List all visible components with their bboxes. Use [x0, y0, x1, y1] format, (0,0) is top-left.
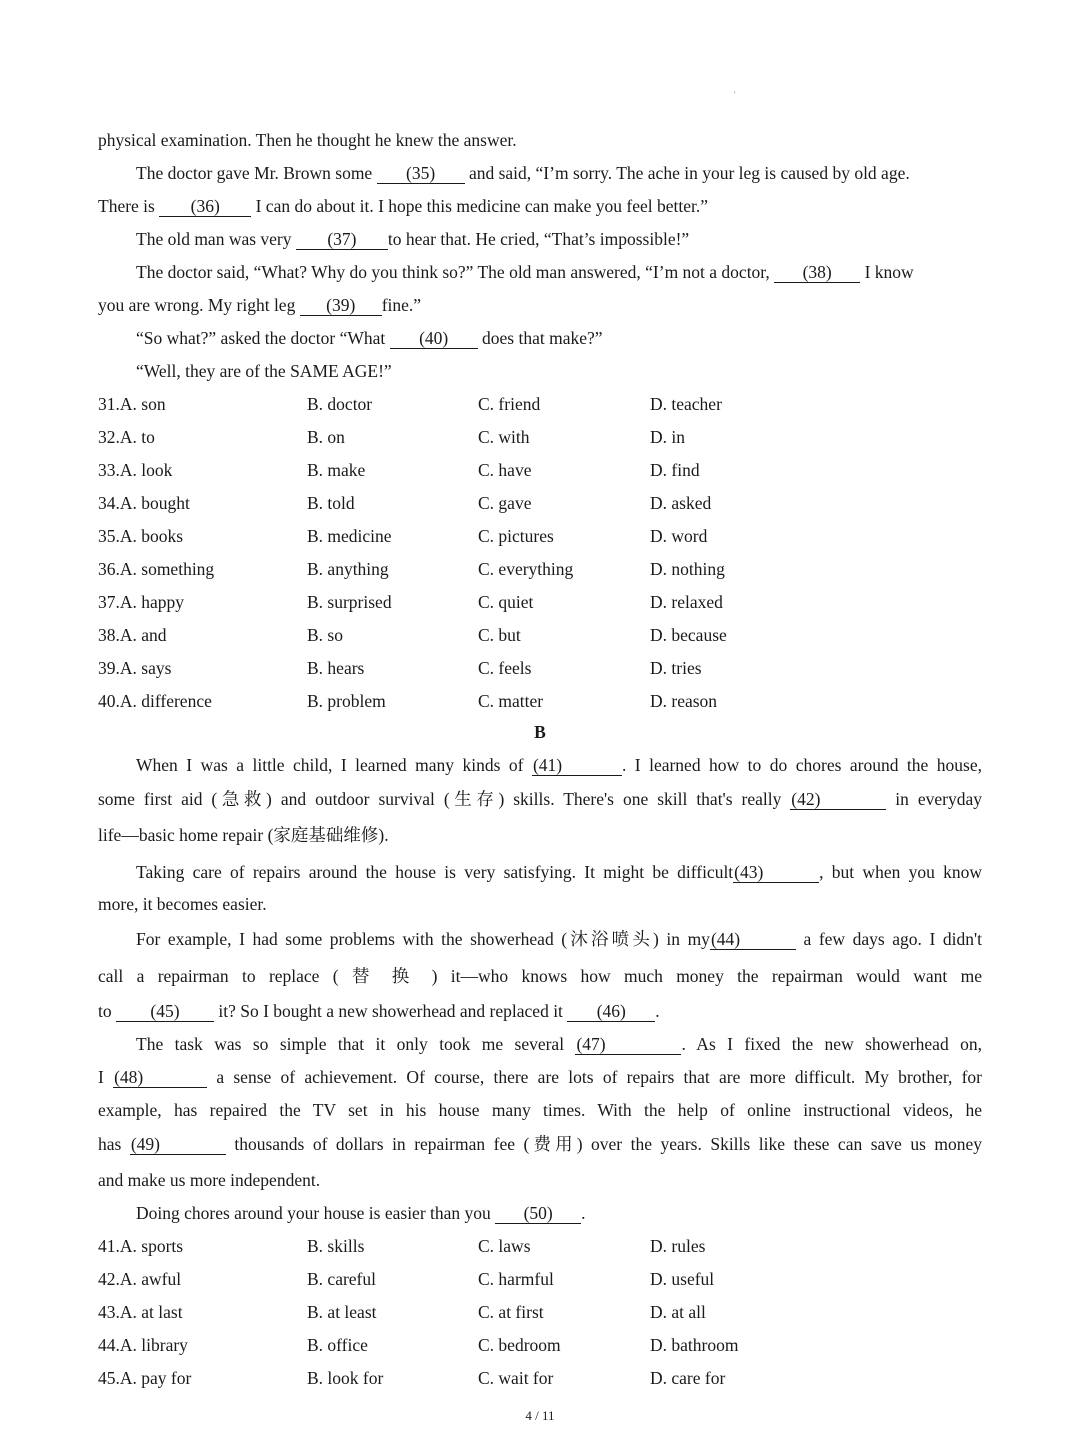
- page-number: 4 / 11: [525, 1408, 555, 1423]
- option-33-b: B. make: [307, 460, 366, 480]
- passage-b-line-10: I (48) a sense of achievement. Of course, there are lots of repairs that are more difficult. My brother, for: [98, 1067, 982, 1087]
- option-32-b: B. on: [307, 427, 345, 447]
- option-43-c: C. at first: [478, 1302, 544, 1322]
- option-35-c: C. pictures: [478, 526, 554, 546]
- option-44-b: B. office: [307, 1335, 368, 1355]
- blank-47: (47): [575, 1034, 681, 1055]
- blank-38: (38): [774, 262, 860, 283]
- option-34-b: B. told: [307, 493, 355, 513]
- passage-b-line-12: has (49) thousands of dollars in repairman fee (费用) over the years. Skills like these can save us money: [98, 1134, 983, 1154]
- option-42-a: 42.A. awful: [98, 1269, 182, 1289]
- passage-b-line-1: When I was a little child, I learned many kinds of (41) . I learned how to do chores around the house,: [136, 755, 982, 775]
- passage-b-line-2: some first aid (急救) and outdoor survival (生存) skills. There's one skill that's really (42) in everyday: [98, 789, 982, 809]
- passage-b-line-8: to (45) it? So I bought a new showerhead and replaced it (46) .: [98, 1001, 660, 1021]
- passage-a-line-4: The old man was very (37) to hear that. He cried, “That’s impossible!”: [136, 229, 690, 249]
- option-41-a: 41.A. sports: [98, 1236, 184, 1256]
- option-44-c: C. bedroom: [478, 1335, 561, 1355]
- option-39-b: B. hears: [307, 658, 365, 678]
- option-37-a: 37.A. happy: [98, 592, 185, 612]
- option-36-b: B. anything: [307, 559, 389, 579]
- option-34-d: D. asked: [650, 493, 712, 513]
- option-42-b: B. careful: [307, 1269, 376, 1289]
- passage-b-line-13: and make us more independent.: [98, 1170, 321, 1190]
- option-31-d: D. teacher: [650, 394, 722, 414]
- blank-37: (37): [296, 229, 388, 250]
- option-34-a: 34.A. bought: [98, 493, 190, 513]
- option-35-d: D. word: [650, 526, 708, 546]
- option-37-c: C. quiet: [478, 592, 534, 612]
- option-41-c: C. laws: [478, 1236, 531, 1256]
- option-31-b: B. doctor: [307, 394, 373, 414]
- blank-46: (46): [567, 1001, 655, 1022]
- option-39-c: C. feels: [478, 658, 532, 678]
- option-43-b: B. at least: [307, 1302, 377, 1322]
- passage-b-line-11: example, has repaired the TV set in his house many times. With the help of online instructional videos, he: [98, 1100, 982, 1120]
- option-31-a: 31.A. son: [98, 394, 166, 414]
- passage-a-line-2: The doctor gave Mr. Brown some (35) and said, “I’m sorry. The ache in your leg is caused by old age.: [136, 163, 910, 183]
- passage-a-line-5: The doctor said, “What? Why do you think so?” The old man answered, “I’m not a doctor, (38) I know: [136, 262, 914, 282]
- passage-a-line-3: There is (36) I can do about it. I hope this medicine can make you feel better.”: [98, 196, 709, 216]
- blank-44: (44): [710, 929, 796, 950]
- passage-a-line-6: you are wrong. My right leg (39) fine.”: [98, 295, 422, 315]
- option-33-d: D. find: [650, 460, 700, 480]
- option-36-c: C. everything: [478, 559, 574, 579]
- blank-42: (42): [790, 789, 886, 810]
- option-36-a: 36.A. something: [98, 559, 215, 579]
- passage-b-line-3: life—basic home repair (家庭基础维修).: [98, 825, 389, 845]
- passage-b-line-14: Doing chores around your house is easier than you (50) .: [136, 1203, 586, 1223]
- option-35-a: 35.A. books: [98, 526, 184, 546]
- section-b-title: B: [534, 722, 546, 742]
- option-43-a: 43.A. at last: [98, 1302, 183, 1322]
- passage-a-line-8: “Well, they are of the SAME AGE!”: [136, 361, 392, 381]
- option-40-a: 40.A. difference: [98, 691, 212, 711]
- option-36-d: D. nothing: [650, 559, 725, 579]
- passage-b-line-6: For example, I had some problems with the showerhead (沐浴喷头) in my(44) a few days ago. I didn't: [136, 929, 982, 949]
- option-40-b: B. problem: [307, 691, 386, 711]
- blank-39: (39): [300, 295, 382, 316]
- option-45-d: D. care for: [650, 1368, 726, 1388]
- blank-41: (41): [532, 755, 622, 776]
- option-44-a: 44.A. library: [98, 1335, 188, 1355]
- option-34-c: C. gave: [478, 493, 532, 513]
- option-44-d: D. bathroom: [650, 1335, 739, 1355]
- option-45-a: 45.A. pay for: [98, 1368, 192, 1388]
- blank-48: (48): [113, 1067, 207, 1088]
- option-45-b: B. look for: [307, 1368, 384, 1388]
- blank-49: (49): [130, 1134, 226, 1155]
- option-31-c: C. friend: [478, 394, 541, 414]
- option-38-b: B. so: [307, 625, 343, 645]
- option-41-b: B. skills: [307, 1236, 365, 1256]
- option-32-d: D. in: [650, 427, 685, 447]
- option-32-c: C. with: [478, 427, 530, 447]
- top-mark: ': [734, 90, 736, 100]
- option-37-d: D. relaxed: [650, 592, 723, 612]
- option-33-a: 33.A. look: [98, 460, 173, 480]
- option-38-c: C. but: [478, 625, 521, 645]
- blank-45: (45): [116, 1001, 214, 1022]
- passage-a-line-1: physical examination. Then he thought he knew the answer.: [98, 130, 517, 150]
- blank-43: (43): [733, 862, 819, 883]
- passage-b-line-9: The task was so simple that it only took me several (47) . As I fixed the new showerhead on,: [136, 1034, 982, 1054]
- option-32-a: 32.A. to: [98, 427, 155, 447]
- blank-40: (40): [390, 328, 478, 349]
- option-40-d: D. reason: [650, 691, 718, 711]
- blank-50: (50): [495, 1203, 581, 1224]
- passage-b-line-7: call a repairman to replace ( 替 换 ) it—who knows how much money the repairman would want me: [98, 966, 982, 986]
- option-45-c: C. wait for: [478, 1368, 554, 1388]
- option-39-a: 39.A. says: [98, 658, 172, 678]
- blank-35: (35): [377, 163, 465, 184]
- option-33-c: C. have: [478, 460, 532, 480]
- option-43-d: D. at all: [650, 1302, 706, 1322]
- passage-b-line-4: Taking care of repairs around the house is very satisfying. It might be difficult(43) , but when you know: [136, 862, 982, 882]
- option-41-d: D. rules: [650, 1236, 706, 1256]
- option-42-d: D. useful: [650, 1269, 715, 1289]
- passage-a-line-7: “So what?” asked the doctor “What (40) does that make?”: [136, 328, 603, 348]
- option-40-c: C. matter: [478, 691, 544, 711]
- option-38-d: D. because: [650, 625, 727, 645]
- option-35-b: B. medicine: [307, 526, 392, 546]
- passage-b-line-5: more, it becomes easier.: [98, 894, 267, 914]
- blank-36: (36): [159, 196, 251, 217]
- option-39-d: D. tries: [650, 658, 702, 678]
- option-42-c: C. harmful: [478, 1269, 554, 1289]
- option-38-a: 38.A. and: [98, 625, 167, 645]
- option-37-b: B. surprised: [307, 592, 392, 612]
